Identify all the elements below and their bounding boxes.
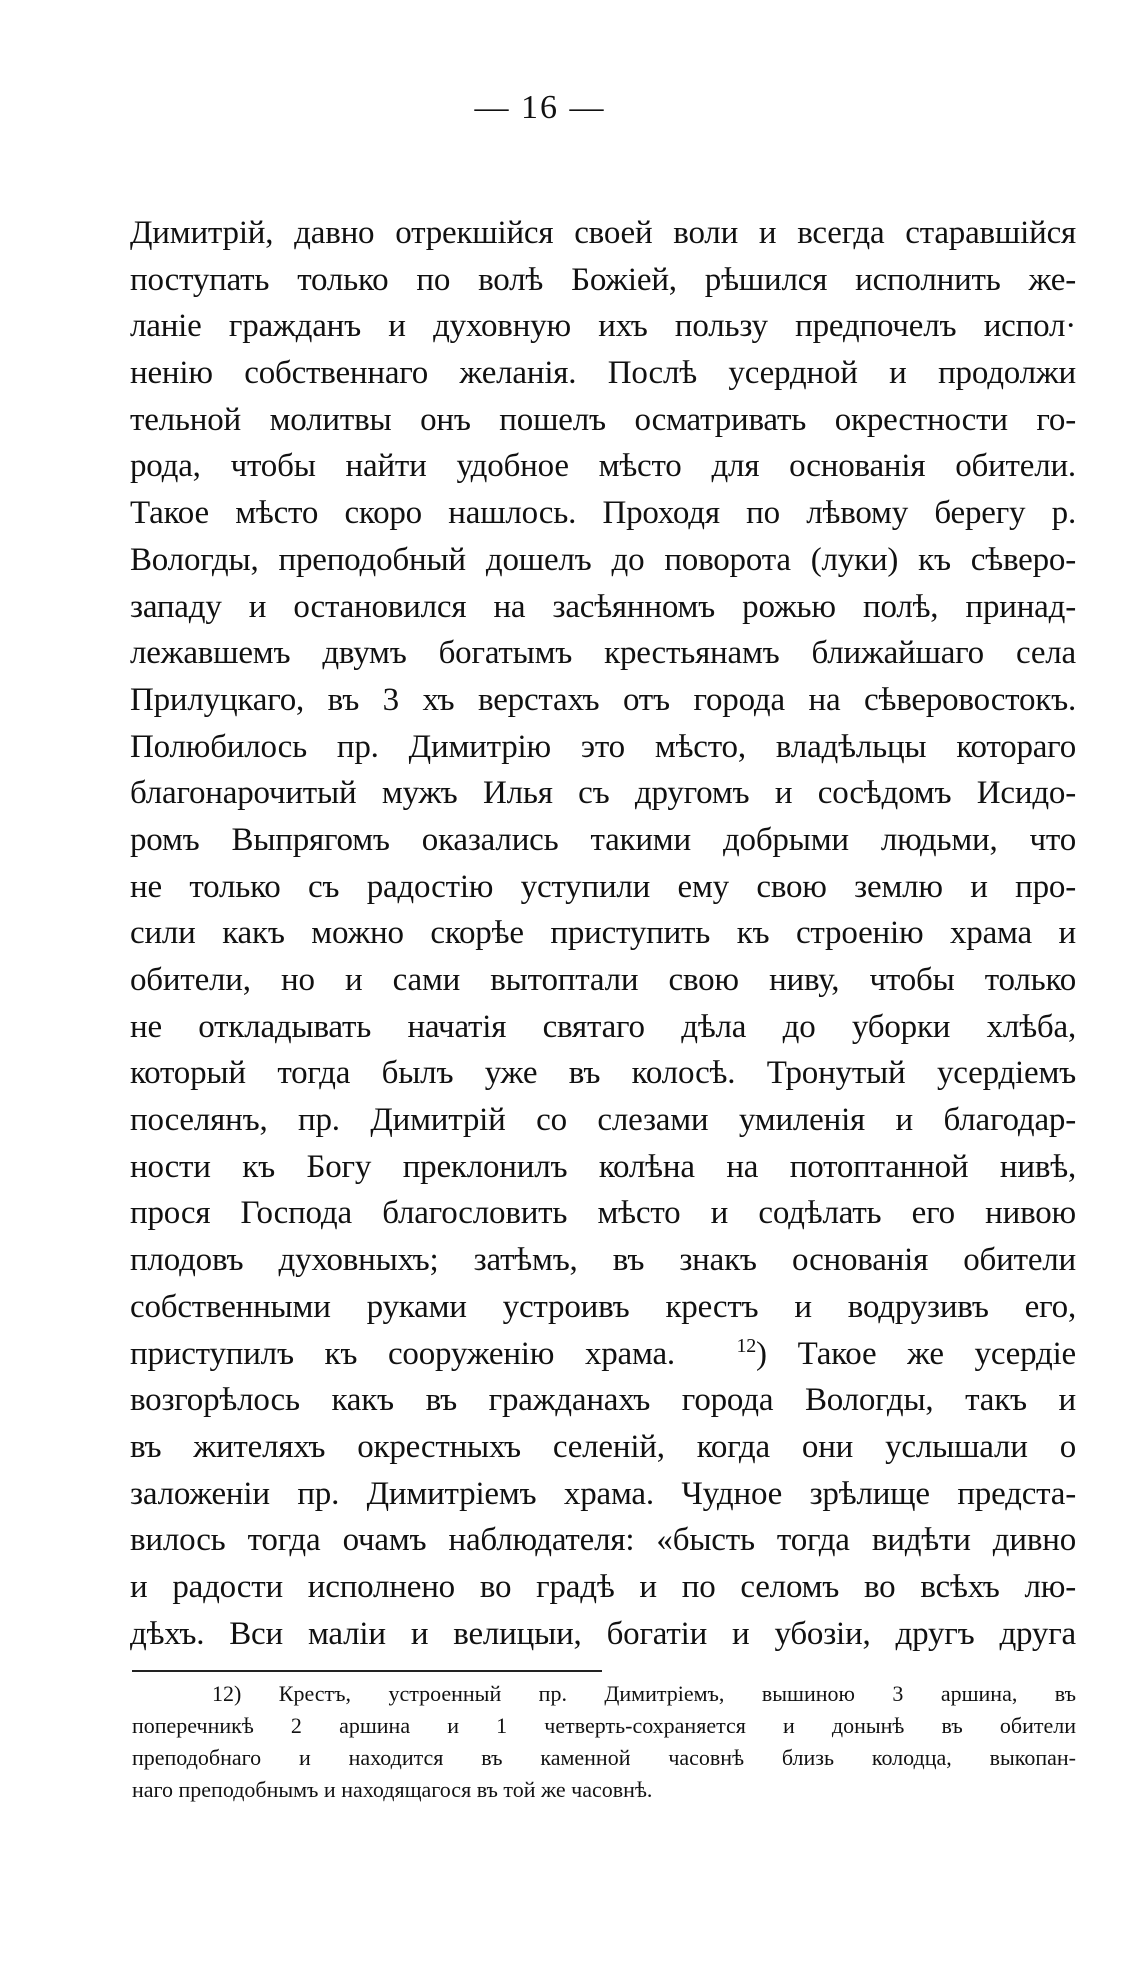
text-line: собственными руками устроивъ крестъ и водрузивъ его, (130, 1288, 1076, 1325)
footnote (132, 1678, 1076, 1806)
text-line: поступать только по волѣ Божіей, рѣшился исполнить же- (130, 261, 1076, 298)
text-line: Вологды, преподобный дошелъ до поворота (луки) къ сѣверо- (130, 541, 1076, 578)
text-line: Такое мѣсто скоро нашлось. Проходя по лѣвому берегу р. (130, 495, 1076, 532)
main-text (130, 210, 1076, 1657)
text-line: ланіе гражданъ и духовную ихъ пользу предпочелъ испол· (130, 308, 1076, 345)
text-line-with-footnote-ref (130, 1331, 1076, 1378)
text-line: ромъ Выпрягомъ оказались такими добрыми людьми, что (130, 821, 1076, 858)
text-line: и радости исполнено во градѣ и по селомъ во всѣхъ лю- (130, 1568, 1076, 1605)
text-line: обители, но и сами вытоптали свою ниву, чтобы только (130, 962, 1076, 998)
footnote-ref: 12 (736, 1334, 757, 1357)
text-line: ненію собственнаго желанія. Послѣ усердной и продолжи (130, 355, 1076, 392)
text-line: заложеніи пр. Димитріемъ храма. Чудное зрѣлище предста- (130, 1475, 1076, 1512)
text-line: поселянъ, пр. Димитрій со слезами умиленія и благодар- (130, 1102, 1076, 1139)
text-line: не только съ радостію уступили ему свою землю и про- (130, 868, 1076, 905)
text-segment: ) Такое же усердіе (756, 1335, 1076, 1372)
footnote-line: 12) Крестъ, устроенный пр. Димитріемъ, вышиною 3 аршина, въ (212, 1681, 1076, 1706)
text-line: сили какъ можно скорѣе приступить къ строенію храма и (130, 915, 1076, 952)
text-segment: приступилъ къ сооруженію храма. (130, 1335, 675, 1372)
text-line: благонарочитый мужъ Илья съ другомъ и сосѣдомъ Исидо- (130, 775, 1076, 812)
text-line: дѣхъ. Вси маліи и велицыи, богатіи и убозіи, другъ друга (130, 1615, 1076, 1652)
text-line: плодовъ духовныхъ; затѣмъ, въ знакъ основанія обители (130, 1242, 1076, 1279)
text-line: не откладывать начатія святаго дѣла до уборки хлѣба, (130, 1008, 1076, 1045)
footnote-line: наго преподобнымъ и находящагося въ той же часовнѣ. (132, 1777, 653, 1802)
text-line: лежавшемъ двумъ богатымъ крестьянамъ ближайшаго села (130, 635, 1076, 672)
footnote-divider (132, 1670, 602, 1672)
text-line: ности къ Богу преклонилъ колѣна на потоптанной нивѣ, (130, 1148, 1076, 1185)
footnote-line: поперечникѣ 2 аршина и 1 четверть-сохраняется и донынѣ въ обители (132, 1713, 1076, 1738)
text-line: Димитрій, давно отрекшійся своей воли и всегда старавшійся (130, 215, 1076, 251)
footnote-line: преподобнаго и находится въ каменной часовнѣ близь колодца, выкопан- (132, 1745, 1076, 1770)
text-line: западу и остановился на засѣянномъ рожью полѣ, принад- (130, 588, 1076, 625)
text-line: вилось тогда очамъ наблюдателя: «бысть тогда видѣти дивно (130, 1522, 1076, 1559)
text-line: прося Господа благословить мѣсто и содѣлать его нивою (130, 1195, 1076, 1232)
text-line: Прилуцкаго, въ 3 хъ верстахъ отъ города на сѣверовостокъ. (130, 681, 1076, 718)
text-line: тельной молитвы онъ пошелъ осматривать окрестности го- (130, 401, 1076, 438)
text-line: возгорѣлось какъ въ гражданахъ города Вологды, такъ и (130, 1382, 1076, 1419)
text-line: Полюбилось пр. Димитрію это мѣсто, владѣльцы котораго (130, 728, 1076, 765)
text-line: въ жителяхъ окрестныхъ селеній, когда они услышали о (130, 1428, 1076, 1465)
text-line: рода, чтобы найти удобное мѣсто для основанія обители. (130, 448, 1076, 485)
page-number: — 16 — (474, 89, 606, 126)
text-line: который тогда былъ уже въ колосѣ. Тронутый усердіемъ (130, 1055, 1076, 1092)
